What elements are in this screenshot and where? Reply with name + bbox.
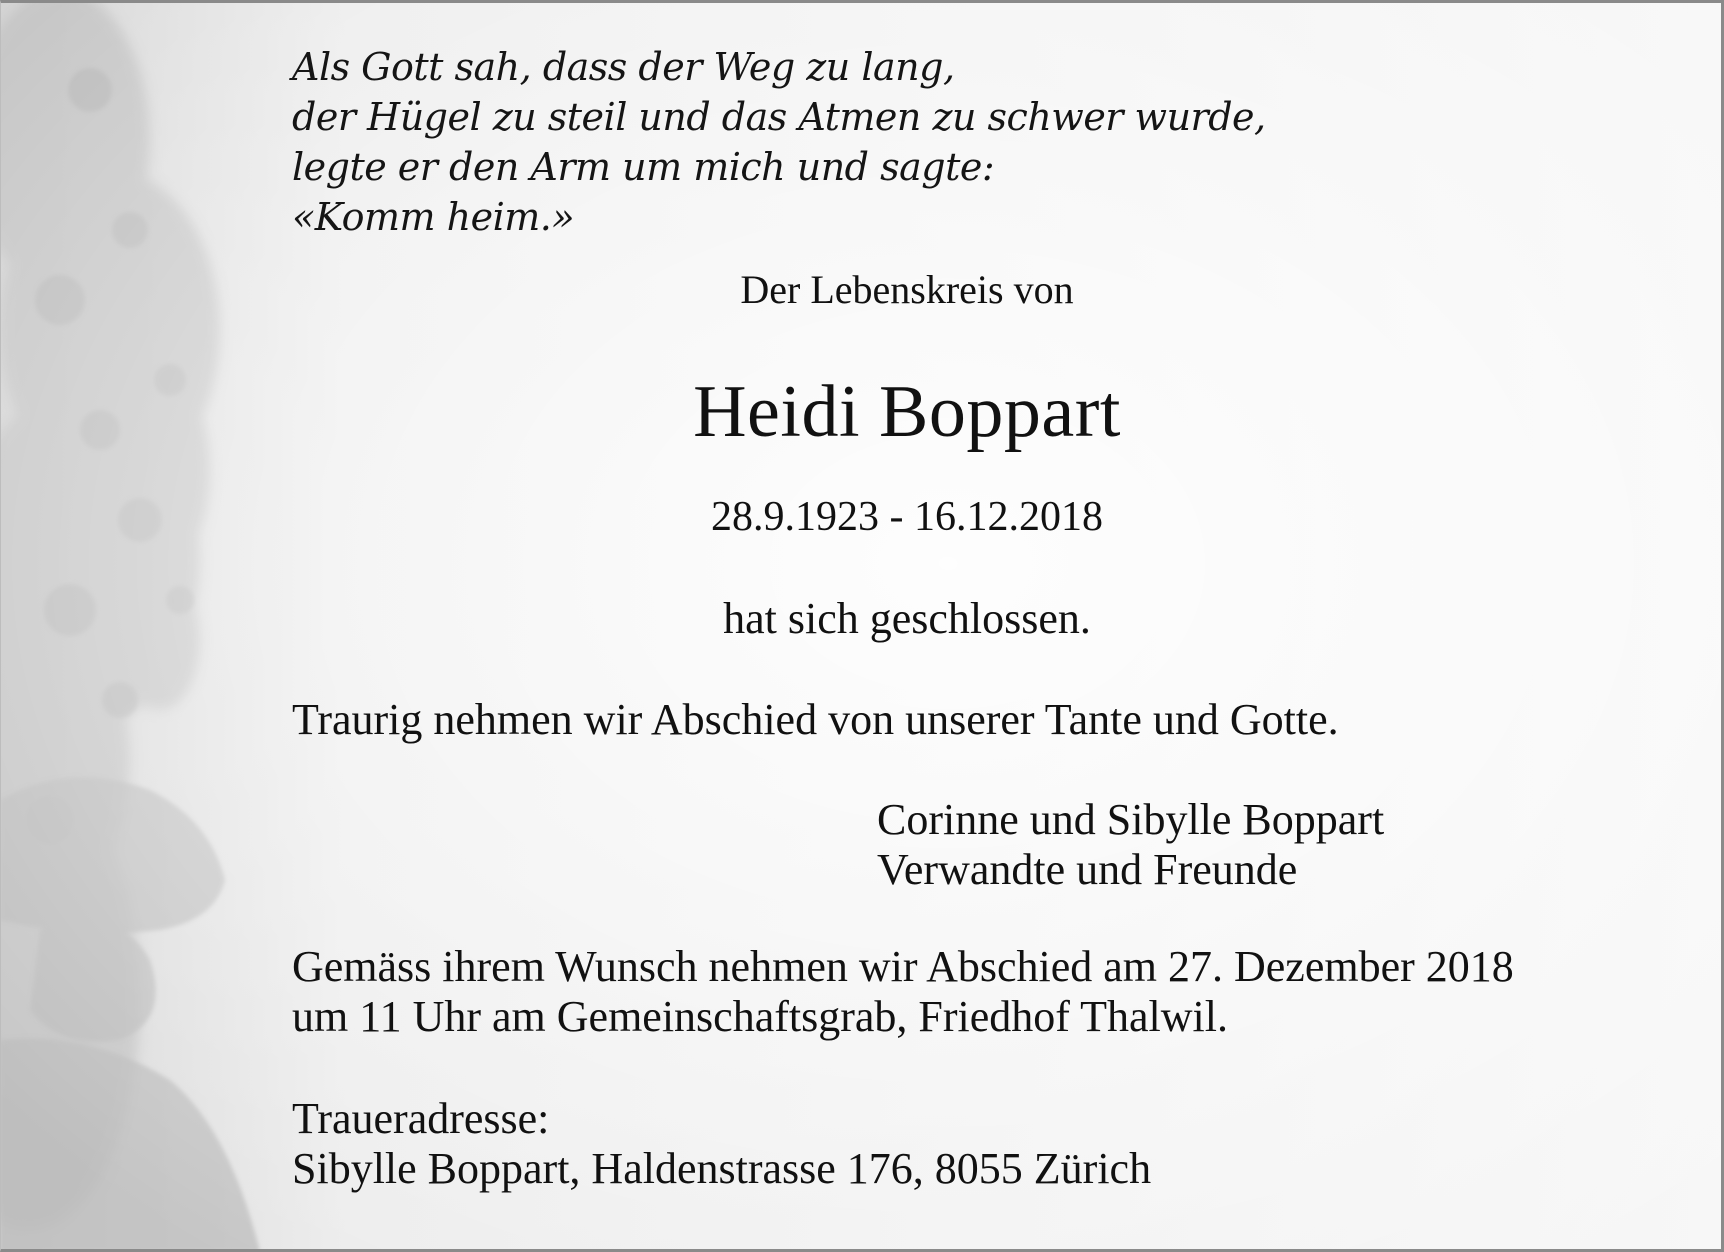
signatories bbox=[877, 795, 1384, 895]
closing-line: hat sich geschlossen. bbox=[723, 594, 1091, 643]
address-line: Sibylle Boppart, Haldenstrasse 176, 8055 Zürich bbox=[292, 1144, 1152, 1193]
poem bbox=[292, 42, 1292, 242]
ceremony-line: Gemäss ihrem Wunsch nehmen wir Abschied am 27. Dezember 2018 bbox=[292, 942, 1514, 991]
poem-line: Als Gott sah, dass der Weg zu lang, bbox=[292, 45, 955, 89]
deceased-name: Heidi Boppart bbox=[693, 371, 1121, 453]
address-label: Traueradresse: bbox=[292, 1094, 550, 1143]
farewell-line: Traurig nehmen wir Abschied von unserer Tante und Gotte. bbox=[292, 695, 1339, 744]
signatory-line: Corinne und Sibylle Boppart bbox=[877, 795, 1385, 844]
poem-line: legte er den Arm um mich und sagte: bbox=[292, 145, 995, 189]
intro-line: Der Lebenskreis von bbox=[740, 267, 1074, 312]
poem-line: der Hügel zu steil und das Atmen zu schwer wurde, bbox=[292, 95, 1266, 139]
signatory-line: Verwandte und Freunde bbox=[877, 845, 1298, 894]
poem-line: «Komm heim.» bbox=[292, 195, 575, 239]
life-dates: 28.9.1923 - 16.12.2018 bbox=[711, 494, 1103, 540]
ceremony-info bbox=[292, 942, 1514, 1042]
ceremony-line: um 11 Uhr am Gemeinschaftsgrab, Friedhof Thalwil. bbox=[292, 992, 1229, 1041]
mourning-address bbox=[292, 1094, 1151, 1194]
